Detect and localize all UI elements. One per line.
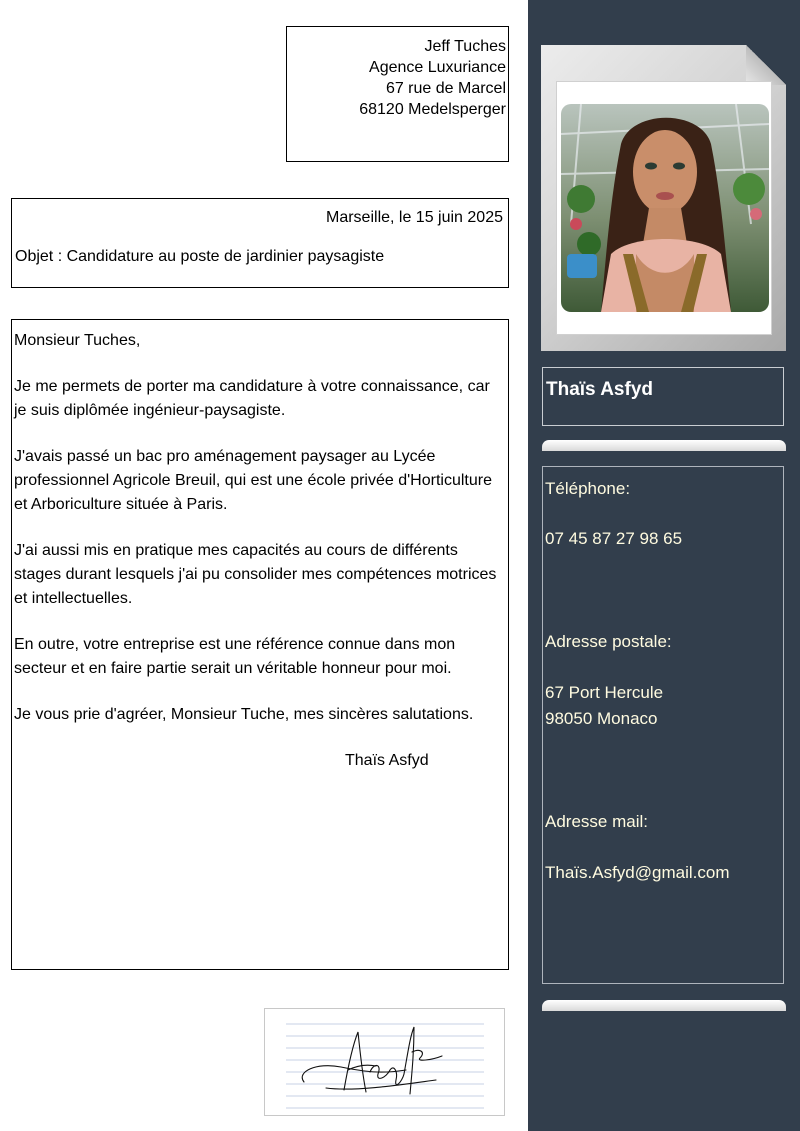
letter-paragraph: Je me permets de porter ma candidature à votre connaissance, car je suis diplômée ingénieur-paysagiste. [14,378,490,419]
contact-details [542,466,784,984]
profile-name: Thaïs Asfyd [542,367,784,426]
recipient-street: 67 rue de Marcel [385,80,506,97]
email-address: Thaïs.Asfyd@gmail.com [545,863,730,882]
phone-number: 07 45 87 27 98 65 [545,529,683,548]
letter-object: Objet : Candidature au poste de jardinier paysagiste [15,248,385,265]
address-line-1: 67 Port Hercule [545,683,664,702]
letter-body [11,319,509,970]
recipient-company: Agence Luxuriance [369,59,506,76]
phone-label: Téléphone: [545,479,631,498]
address-label: Adresse postale: [545,632,672,651]
signature-image [286,1012,484,1112]
recipient-address-block [286,26,509,162]
letter-paragraph: Je vous prie d'agréer, Monsieur Tuche, mes sincères salutations. [14,706,474,723]
email-label: Adresse mail: [545,812,648,831]
letter-paragraph: En outre, votre entreprise est une référence connue dans mon secteur et en faire partie serait un véritable honneur pour moi. [14,636,456,677]
letter-paragraph: J'ai aussi mis en pratique mes capacités au cours de différents stages durant lesquels j'ai pu consolider mes compétences motrices et intellectuelles. [14,542,497,607]
divider-bar [542,1000,786,1011]
portrait-icon [561,104,769,312]
letter-paragraph: J'avais passé un bac pro aménagement paysager au Lycée professionnel Agricole Breuil, qui est une école privée d'Horticulture et Arboriculture située à Paris. [14,448,492,513]
divider-bar [542,440,786,451]
recipient-city: 68120 Medelsperger [359,101,506,118]
photo-frame [556,81,772,335]
profile-photo [561,104,769,312]
recipient-name: Jeff Tuches [424,38,506,55]
address-line-2: 98050 Monaco [545,709,658,728]
letter-salutation: Monsieur Tuches, [14,332,141,349]
handwritten-signature-icon [286,1012,484,1112]
letter-sender-name: Thaïs Asfyd [345,752,429,769]
photo-card [541,45,786,351]
letter-date: Marseille, le 15 juin 2025 [326,209,503,226]
signature-frame [264,1008,505,1116]
profile-sidebar [528,0,800,1131]
date-object-block [11,198,509,288]
folded-corner-shade [746,45,786,85]
